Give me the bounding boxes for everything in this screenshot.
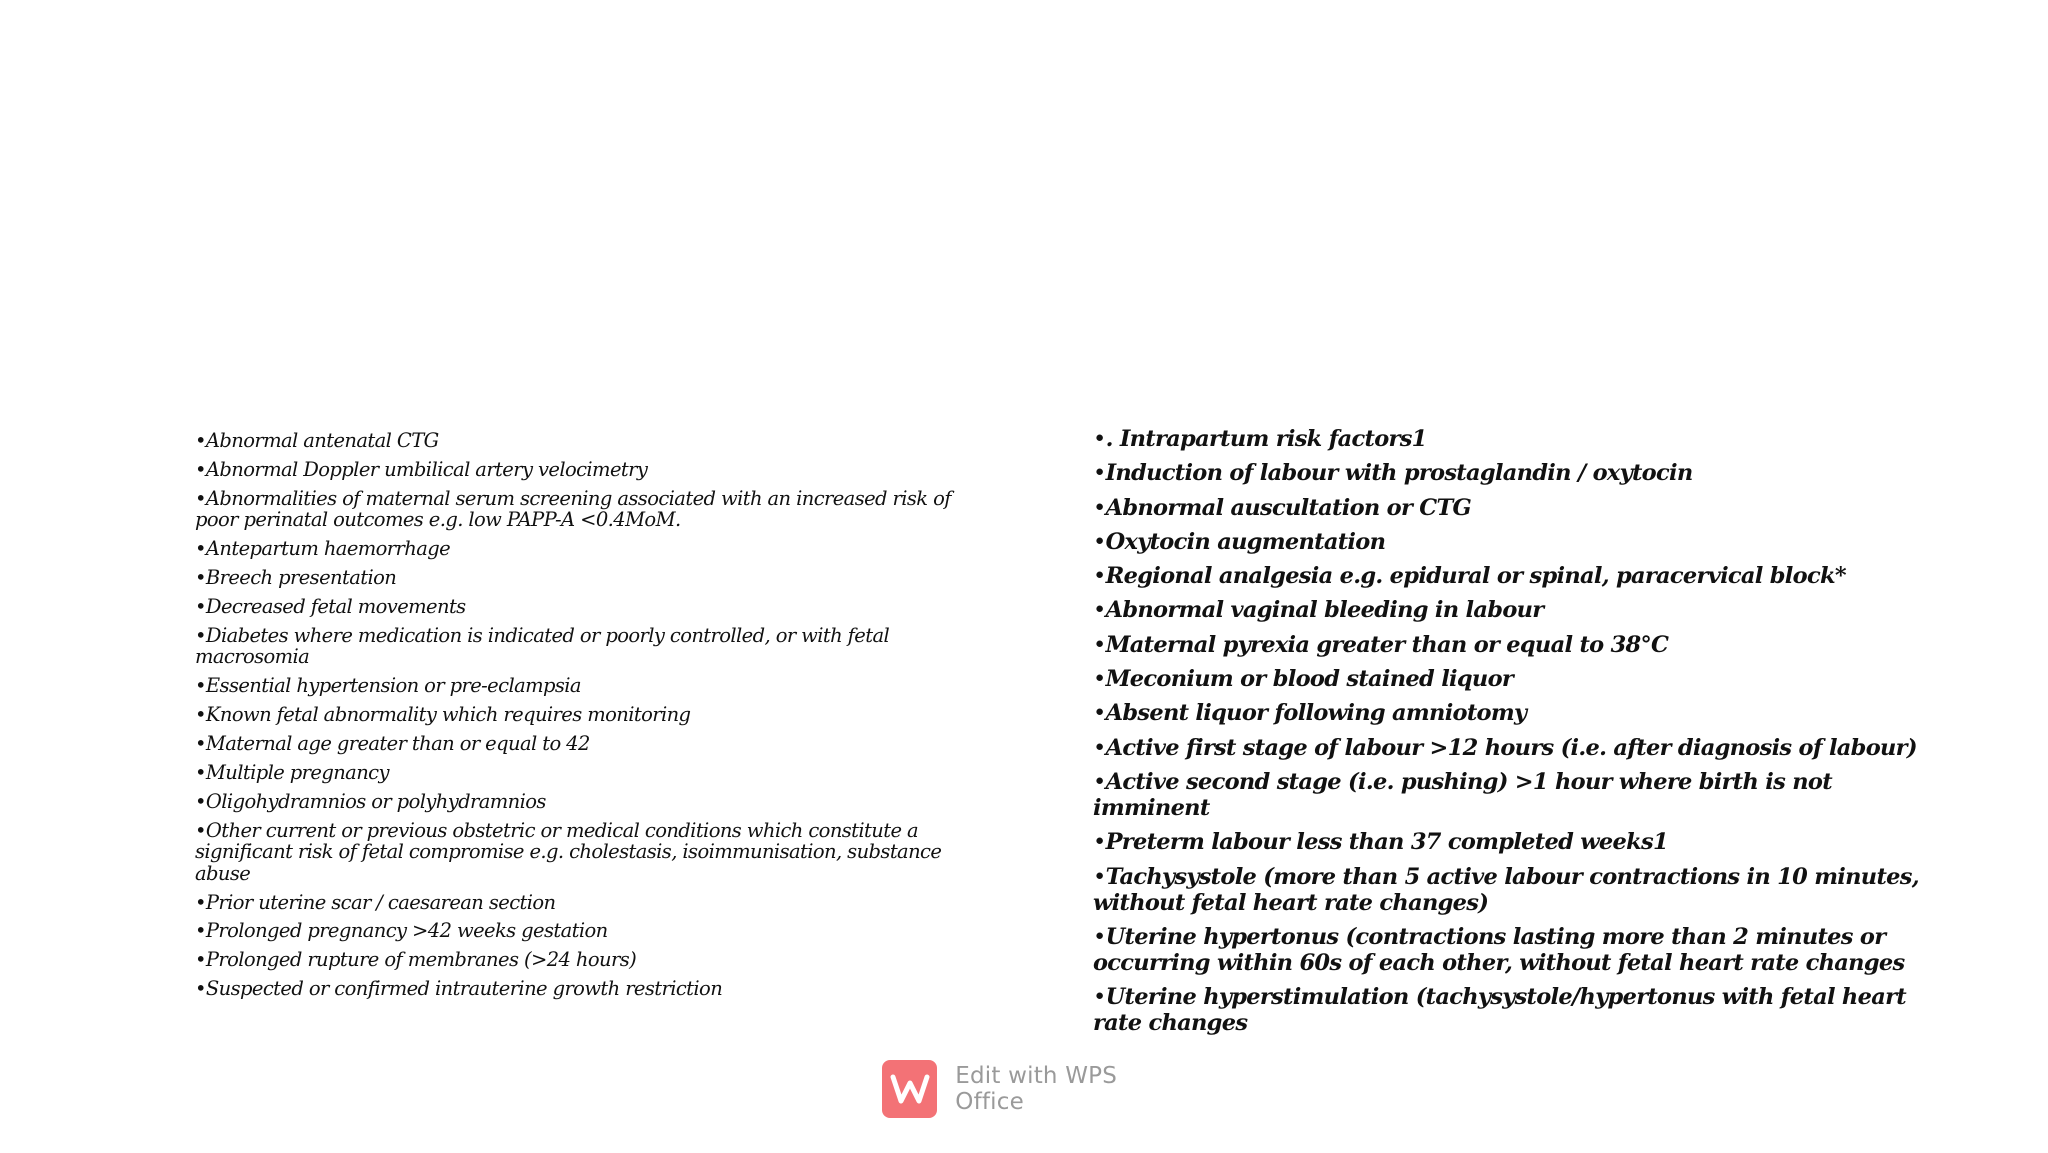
- wps-office-logo-icon: [882, 1060, 937, 1118]
- list-item: •Abnormal vaginal bleeding in labour: [1093, 597, 1544, 624]
- list-item: •Maternal age greater than or equal to 42: [195, 732, 590, 756]
- list-item: •Suspected or confirmed intrauterine growth restriction: [195, 977, 723, 1001]
- list-item-text: Active second stage (i.e. pushing) >1 hour where birth is not imminent: [1093, 768, 1832, 821]
- list-item-text: Maternal pyrexia greater than or equal to 38°C: [1105, 631, 1669, 658]
- edit-with-wps-button[interactable]: [882, 1059, 1182, 1119]
- list-item-text: Diabetes where medication is indicated or poorly controlled, or with fetal macrosomia: [195, 623, 890, 669]
- list-item: •Breech presentation: [195, 566, 397, 590]
- list-item-text: Decreased fetal movements: [205, 594, 466, 618]
- list-item-text: Prolonged rupture of membranes (>24 hours): [205, 948, 637, 972]
- list-item: •Abnormal Doppler umbilical artery velocimetry: [195, 457, 648, 481]
- list-item: •Tachysystole (more than 5 active labour contractions in 10 minutes, without fetal heart rate changes): [1093, 863, 1919, 916]
- list-item-text: Oligohydramnios or polyhydramnios: [205, 789, 546, 813]
- list-item-text: Abnormal vaginal bleeding in labour: [1105, 597, 1544, 624]
- list-item: •Prior uterine scar / caesarean section: [195, 890, 556, 914]
- list-item-text: Uterine hyperstimulation (tachysystole/hypertonus with fetal heart rate changes: [1093, 984, 1906, 1037]
- list-item-text: Active first stage of labour >12 hours (i.e. after diagnosis of labour): [1105, 734, 1917, 761]
- list-item: •. Intrapartum risk factors1: [1093, 426, 1427, 452]
- list-item: •Decreased fetal movements: [195, 594, 466, 618]
- list-item: •Essential hypertension or pre-eclampsia: [195, 674, 581, 698]
- list-item: •Abnormalities of maternal serum screening associated with an increased risk of poor perinatal outcomes e.g. low PAPP-A <0.4MoM.: [195, 486, 951, 532]
- list-item: •Abnormal auscultation or CTG: [1093, 494, 1472, 521]
- list-item-text: Uterine hypertonus (contractions lasting more than 2 minutes or occurring within 60s of each other, without fetal heart rate changes: [1093, 923, 1905, 976]
- list-item-text: Meconium or blood stained liquor: [1105, 666, 1514, 693]
- list-item-text: Abnormal antenatal CTG: [205, 429, 439, 452]
- list-item: •Uterine hyperstimulation (tachysystole/hypertonus with fetal heart rate changes: [1093, 984, 1906, 1037]
- list-item: •Absent liquor following amniotomy: [1093, 700, 1527, 727]
- list-item-text: Multiple pregnancy: [205, 760, 389, 784]
- list-item: •Maternal pyrexia greater than or equal to 38°C: [1093, 631, 1669, 658]
- list-item: •Oxytocin augmentation: [1093, 528, 1386, 555]
- list-item-text: Absent liquor following amniotomy: [1105, 700, 1527, 727]
- list-item: •Multiple pregnancy: [195, 760, 389, 784]
- list-item-text: Induction of labour with prostaglandin / oxytocin: [1105, 460, 1693, 487]
- list-item: •Regional analgesia e.g. epidural or spinal, paracervical block*: [1093, 563, 1846, 590]
- list-item-text: Other current or previous obstetric or medical conditions which constitute a significant risk of fetal compromise e.g. cholestasis, isoimmunisation, substance abuse: [195, 818, 942, 885]
- list-item-text: Suspected or confirmed intrauterine growth restriction: [205, 977, 723, 1001]
- list-item-text: Prolonged pregnancy >42 weeks gestation: [205, 919, 608, 943]
- list-item: •Prolonged rupture of membranes (>24 hours): [195, 948, 637, 972]
- list-item-text: . Intrapartum risk factors1: [1105, 426, 1427, 452]
- list-item-text: Abnormal Doppler umbilical artery velocimetry: [205, 457, 648, 481]
- list-item-text: Breech presentation: [205, 566, 397, 590]
- list-item-text: Antepartum haemorrhage: [205, 537, 451, 561]
- list-item: •Known fetal abnormality which requires monitoring: [195, 703, 691, 727]
- list-item-text: Preterm labour less than 37 completed weeks1: [1105, 829, 1668, 856]
- list-item: •Diabetes where medication is indicated or poorly controlled, or with fetal macrosomia: [195, 623, 890, 669]
- list-item: •Meconium or blood stained liquor: [1093, 666, 1514, 693]
- list-item-text: Abnormal auscultation or CTG: [1105, 494, 1472, 521]
- intrapartum-risk-factors-list: [1093, 426, 1933, 1044]
- list-item: •Active second stage (i.e. pushing) >1 hour where birth is not imminent: [1093, 768, 1832, 821]
- list-item-text: Oxytocin augmentation: [1105, 528, 1386, 555]
- list-item: •Prolonged pregnancy >42 weeks gestation: [195, 919, 608, 943]
- list-item-text: Prior uterine scar / caesarean section: [205, 890, 556, 914]
- list-item: •Abnormal antenatal CTG: [195, 429, 439, 452]
- list-item-text: Regional analgesia e.g. epidural or spinal, paracervical block*: [1105, 563, 1846, 590]
- list-item: •Antepartum haemorrhage: [195, 537, 451, 561]
- list-item-text: Maternal age greater than or equal to 42: [205, 732, 590, 756]
- list-item-text: Essential hypertension or pre-eclampsia: [205, 674, 581, 698]
- list-item-text: Abnormalities of maternal serum screening associated with an increased risk of poor perinatal outcomes e.g. low PAPP-A <0.4MoM.: [195, 486, 951, 532]
- list-item: •Preterm labour less than 37 completed weeks1: [1093, 829, 1668, 856]
- list-item: •Uterine hypertonus (contractions lasting more than 2 minutes or occurring within 60s of each other, without fetal heart rate changes: [1093, 923, 1905, 976]
- list-item: •Other current or previous obstetric or medical conditions which constitute a significant risk of fetal compromise e.g. cholestasis, isoimmunisation, substance abuse: [195, 818, 942, 885]
- list-item-text: Tachysystole (more than 5 active labour contractions in 10 minutes, without fetal heart rate changes): [1093, 863, 1919, 916]
- wps-watermark-label: Edit with WPS Office: [955, 1063, 1118, 1115]
- list-item: •Induction of labour with prostaglandin / oxytocin: [1093, 460, 1693, 487]
- list-item: •Active first stage of labour >12 hours (i.e. after diagnosis of labour): [1093, 734, 1917, 761]
- list-item-text: Known fetal abnormality which requires monitoring: [205, 703, 691, 727]
- antenatal-risk-factors-list: [195, 430, 995, 1007]
- list-item: •Oligohydramnios or polyhydramnios: [195, 789, 546, 813]
